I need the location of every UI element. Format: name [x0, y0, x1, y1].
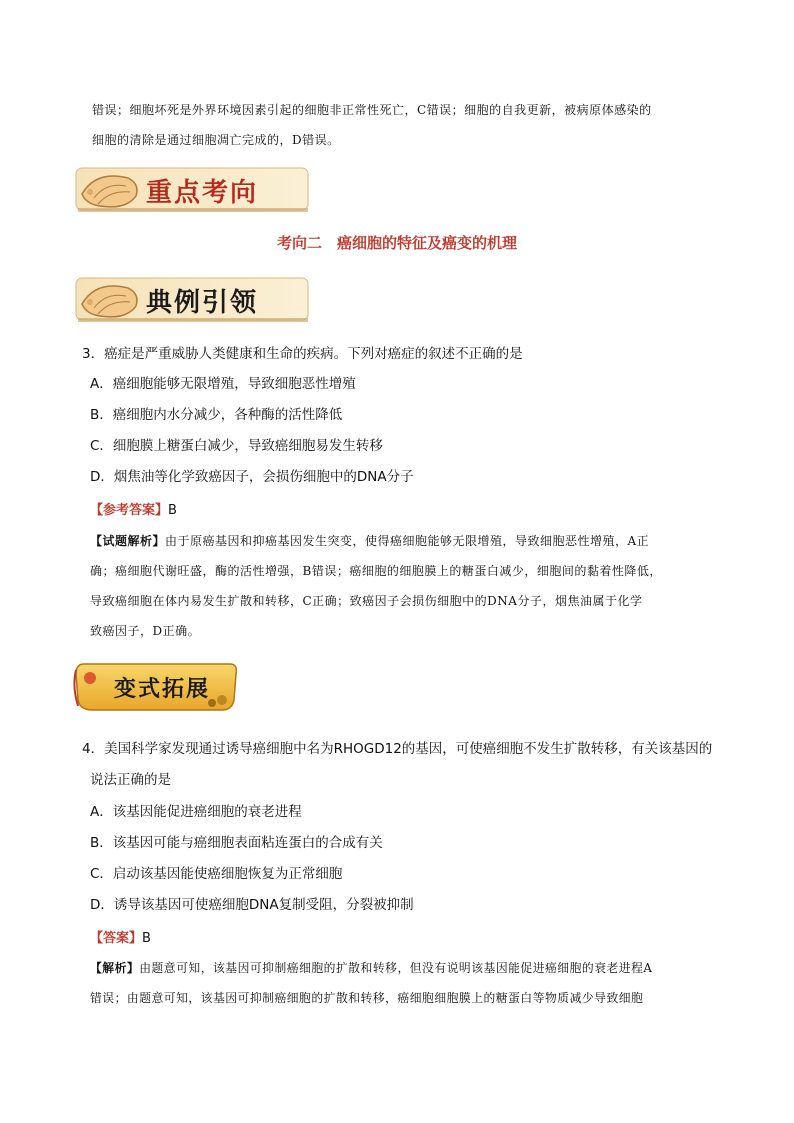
answer-value: B — [142, 931, 151, 946]
analysis-line-4: 致癌因子，D正确。 — [90, 624, 201, 638]
variant-banner — [72, 656, 242, 718]
question-3-option-c: C．细胞膜上糖蛋白减少，导致癌细胞易发生转移 — [90, 438, 383, 454]
analysis-tag: 【试题解析】 — [90, 534, 166, 548]
question-4-analysis — [90, 958, 730, 1018]
answer-tag: 【参考答案】 — [90, 503, 169, 518]
question-3-answer — [90, 499, 177, 518]
question-3-option-a: A．癌细胞能够无限增殖，导致细胞恶性增殖 — [90, 376, 356, 392]
variant-title: 变式拓展 — [114, 676, 211, 702]
question-3-stem: 3．癌症是严重威胁人类健康和生命的疾病。下列对癌症的叙述不正确的是 — [82, 346, 523, 362]
question-4-option-a: A．该基因能促进癌细胞的衰老进程 — [90, 804, 302, 820]
analysis-line-1: 由题意可知，该基因可抑制癌细胞的扩散和转移，但没有说明该基因能促进癌细胞的衰老进程A — [139, 961, 653, 975]
example-banner — [74, 274, 316, 326]
question-3-option-b: B．癌细胞内水分减少，各种酶的活性降低 — [90, 407, 343, 423]
example-title: 典例引领 — [146, 288, 259, 318]
conch-shell-icon — [76, 274, 144, 326]
question-4-option-b: B．该基因可能与癌细胞表面粘连蛋白的合成有关 — [90, 835, 383, 851]
conch-shell-icon — [76, 164, 144, 216]
question-4-answer — [90, 927, 151, 946]
question-3-option-d: D．烟焦油等化学致癌因子，会损伤细胞中的DNA分子 — [90, 469, 414, 485]
answer-tag: 【答案】 — [90, 931, 143, 946]
key-direction-banner — [74, 164, 316, 216]
question-4-stem-line-1: 4．美国科学家发现通过诱导癌细胞中名为RHOGD12的基因，可使癌细胞不发生扩散转移，有关该基因的 — [82, 741, 713, 757]
question-4-option-c: C．启动该基因能使癌细胞恢复为正常细胞 — [90, 866, 343, 882]
section-title: 考向二 癌细胞的特征及癌变的机理 — [276, 234, 517, 252]
question-4-stem-line-2: 说法正确的是 — [90, 772, 171, 788]
analysis-line-2: 确；癌细胞代谢旺盛，酶的活性增强，B错误；癌细胞的细胞膜上的糖蛋白减少，细胞间的黏着性降低， — [90, 564, 662, 578]
key-direction-title: 重点考向 — [146, 178, 259, 208]
analysis-line-2: 错误；由题意可知，该基因可抑制癌细胞的扩散和转移，癌细胞细胞膜上的糖蛋白等物质减少导致细胞 — [90, 991, 644, 1005]
analysis-line-3: 导致癌细胞在体内易发生扩散和转移，C正确；致癌因子会损伤细胞中的DNA分子，烟焦油属于化学 — [90, 594, 643, 608]
intro-line-2: 细胞的清除是通过细胞凋亡完成的，D错误。 — [92, 133, 340, 147]
question-3-analysis — [90, 531, 730, 651]
answer-value: B — [168, 503, 177, 518]
analysis-line-1: 由于原癌基因和抑癌基因发生突变，使得癌细胞能够无限增殖，导致细胞恶性增殖，A正 — [165, 534, 650, 548]
intro-line-1: 错误；细胞坏死是外界环境因素引起的细胞非正常性死亡，C错误；细胞的自我更新，被病原体感染的 — [92, 103, 652, 117]
question-4-option-d: D．诱导该基因可使癌细胞DNA复制受阻，分裂被抑制 — [90, 897, 414, 913]
analysis-tag: 【解析】 — [90, 961, 140, 975]
